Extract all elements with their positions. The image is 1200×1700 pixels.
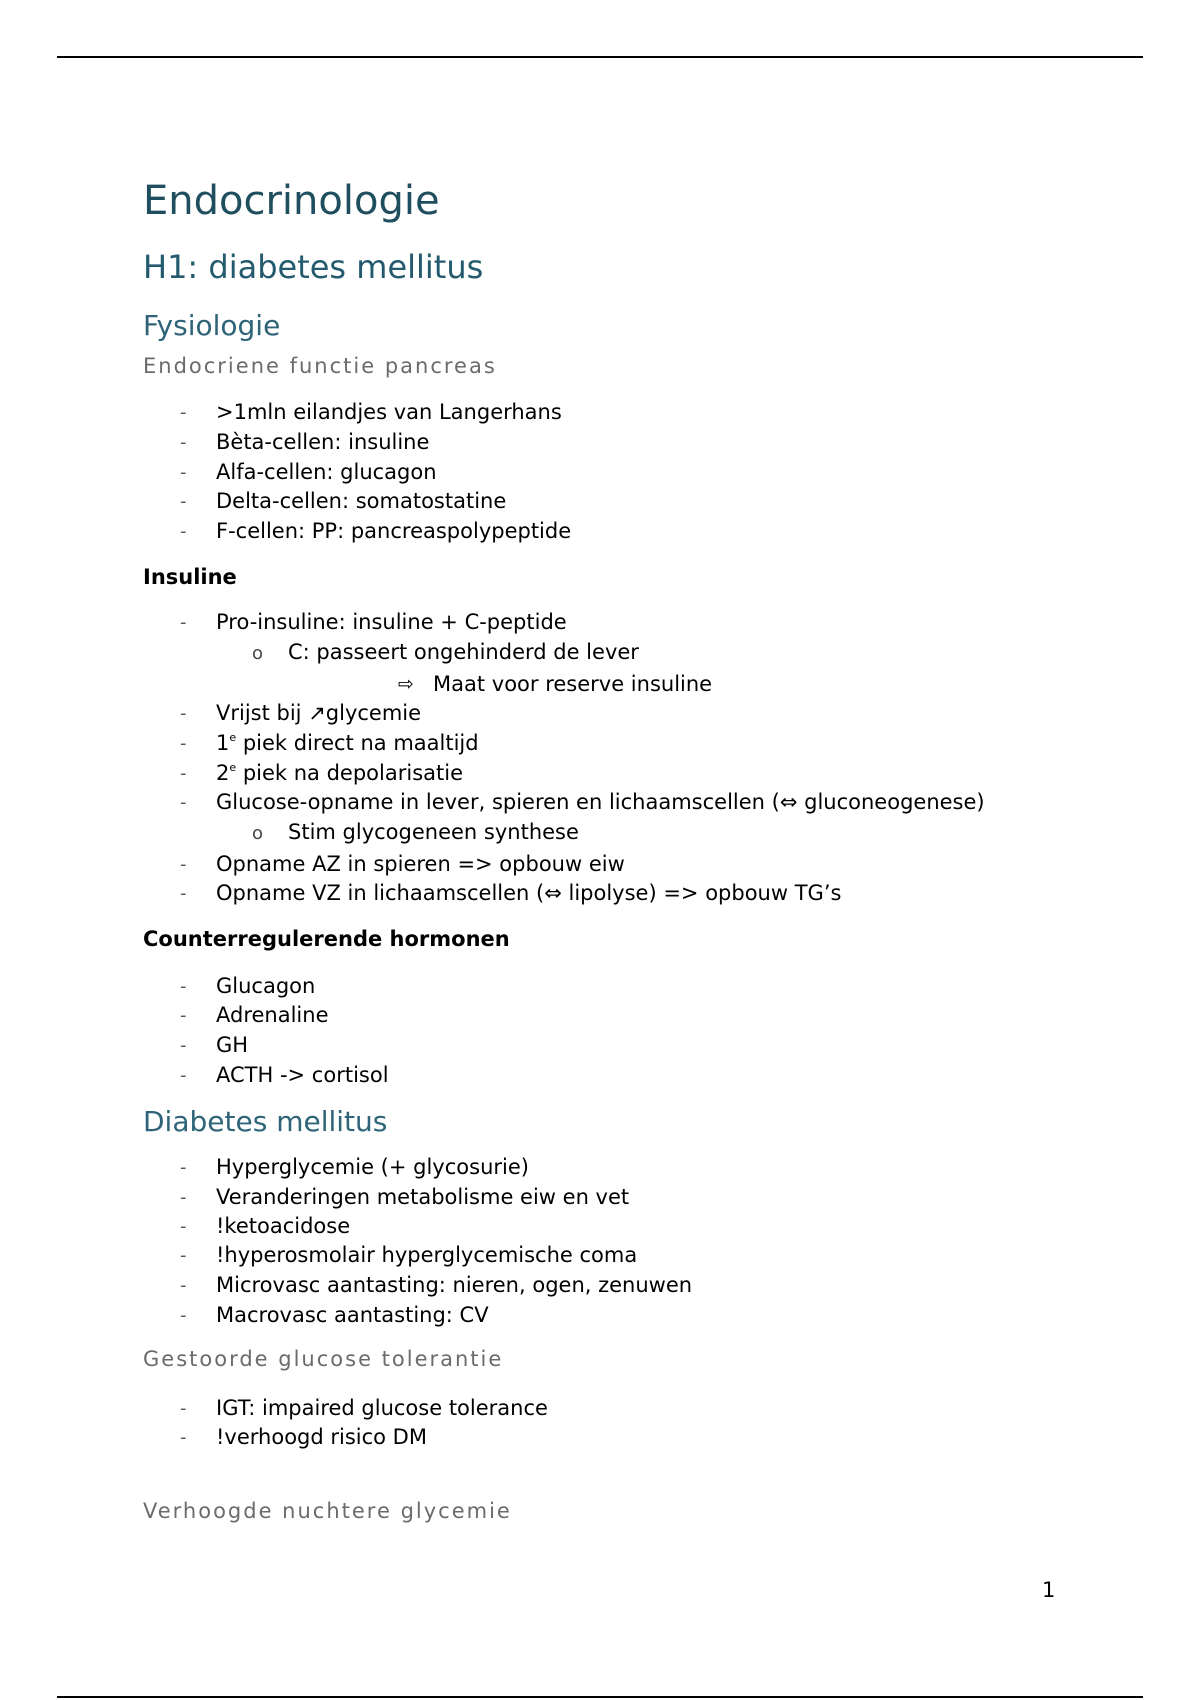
list-item: !verhoogd risico DM: [216, 1425, 427, 1449]
bullet-circle: o: [252, 643, 264, 664]
bullet-dash: -: [180, 1427, 187, 1448]
document-title: Endocrinologie: [143, 178, 440, 224]
list-item: >1mln eilandjes van Langerhans: [216, 400, 562, 424]
list-item: Opname VZ in lichaamscellen (⇔ lipolyse) => opbouw TG’s: [216, 881, 842, 905]
bullet-dash: -: [180, 854, 187, 875]
arrow-icon: ⇨: [398, 673, 414, 695]
bullet-dash: -: [180, 1245, 187, 1266]
bullet-dash: -: [180, 462, 187, 483]
list-item: F-cellen: PP: pancreaspolypeptide: [216, 519, 572, 543]
ordinal-number: 1: [216, 731, 230, 755]
heading-insuline: Insuline: [143, 565, 237, 589]
list-item: Hyperglycemie (+ glycosurie): [216, 1155, 529, 1179]
section-heading-diabetes-mellitus: Diabetes mellitus: [143, 1105, 388, 1138]
bullet-circle: o: [252, 823, 264, 844]
ordinal-number: 2: [216, 761, 230, 785]
bullet-dash: -: [180, 1157, 187, 1178]
subheading-endocriene-functie: Endocriene functie pancreas: [143, 354, 497, 378]
heading-counterregulerende-hormonen: Counterregulerende hormonen: [143, 927, 510, 951]
bullet-dash: -: [180, 432, 187, 453]
list-item: IGT: impaired glucose tolerance: [216, 1396, 548, 1420]
ordinal-suffix: e: [229, 761, 237, 774]
item-text: piek direct na maaltijd: [236, 731, 479, 755]
bullet-dash: -: [180, 976, 187, 997]
list-subitem: Stim glycogeneen synthese: [288, 820, 579, 844]
list-item: ACTH -> cortisol: [216, 1063, 389, 1087]
page-number: 1: [1042, 1578, 1056, 1602]
bullet-dash: -: [180, 733, 187, 754]
list-item: Opname AZ in spieren => opbouw eiw: [216, 852, 625, 876]
list-item: GH: [216, 1033, 249, 1057]
bullet-dash: -: [180, 491, 187, 512]
bullet-dash: -: [180, 1035, 187, 1056]
bullet-dash: -: [180, 1216, 187, 1237]
list-item: Vrijst bij ↗glycemie: [216, 701, 422, 725]
list-item: Adrenaline: [216, 1003, 329, 1027]
bullet-dash: -: [180, 883, 187, 904]
list-item: Glucagon: [216, 974, 316, 998]
list-item: [216, 761, 463, 785]
footer-rule: [57, 1696, 1143, 1698]
bullet-dash: -: [180, 1065, 187, 1086]
ordinal-suffix: e: [229, 731, 237, 744]
bullet-dash: -: [180, 703, 187, 724]
list-item: !hyperosmolair hyperglycemische coma: [216, 1243, 638, 1267]
list-item: Glucose-opname in lever, spieren en lichaamscellen (⇔ gluconeogenese): [216, 790, 985, 814]
subheading-gestoorde-glucose-tolerantie: Gestoorde glucose tolerantie: [143, 1347, 504, 1371]
bullet-dash: -: [180, 1305, 187, 1326]
bullet-dash: -: [180, 1187, 187, 1208]
list-item: Bèta-cellen: insuline: [216, 430, 430, 454]
section-heading-fysiologie: Fysiologie: [143, 309, 281, 342]
list-item: [216, 731, 479, 755]
bullet-dash: -: [180, 521, 187, 542]
bullet-dash: -: [180, 763, 187, 784]
bullet-dash: -: [180, 1005, 187, 1026]
bullet-dash: -: [180, 1275, 187, 1296]
chapter-heading: H1: diabetes mellitus: [143, 248, 484, 286]
subheading-verhoogde-nuchtere-glycemie: Verhoogde nuchtere glycemie: [143, 1499, 512, 1523]
item-text: piek na depolarisatie: [236, 761, 464, 785]
list-item: !ketoacidose: [216, 1214, 351, 1238]
list-item: Veranderingen metabolisme eiw en vet: [216, 1185, 630, 1209]
list-item: Macrovasc aantasting: CV: [216, 1303, 489, 1327]
bullet-dash: -: [180, 402, 187, 423]
list-item: Delta-cellen: somatostatine: [216, 489, 507, 513]
list-item: Pro-insuline: insuline + C-peptide: [216, 610, 567, 634]
bullet-dash: -: [180, 612, 187, 633]
header-rule: [57, 56, 1143, 58]
list-subsubitem: Maat voor reserve insuline: [433, 672, 713, 696]
bullet-dash: -: [180, 1398, 187, 1419]
list-item: Microvasc aantasting: nieren, ogen, zenuwen: [216, 1273, 693, 1297]
bullet-dash: -: [180, 792, 187, 813]
list-subitem: C: passeert ongehinderd de lever: [288, 640, 639, 664]
list-item: Alfa-cellen: glucagon: [216, 460, 437, 484]
